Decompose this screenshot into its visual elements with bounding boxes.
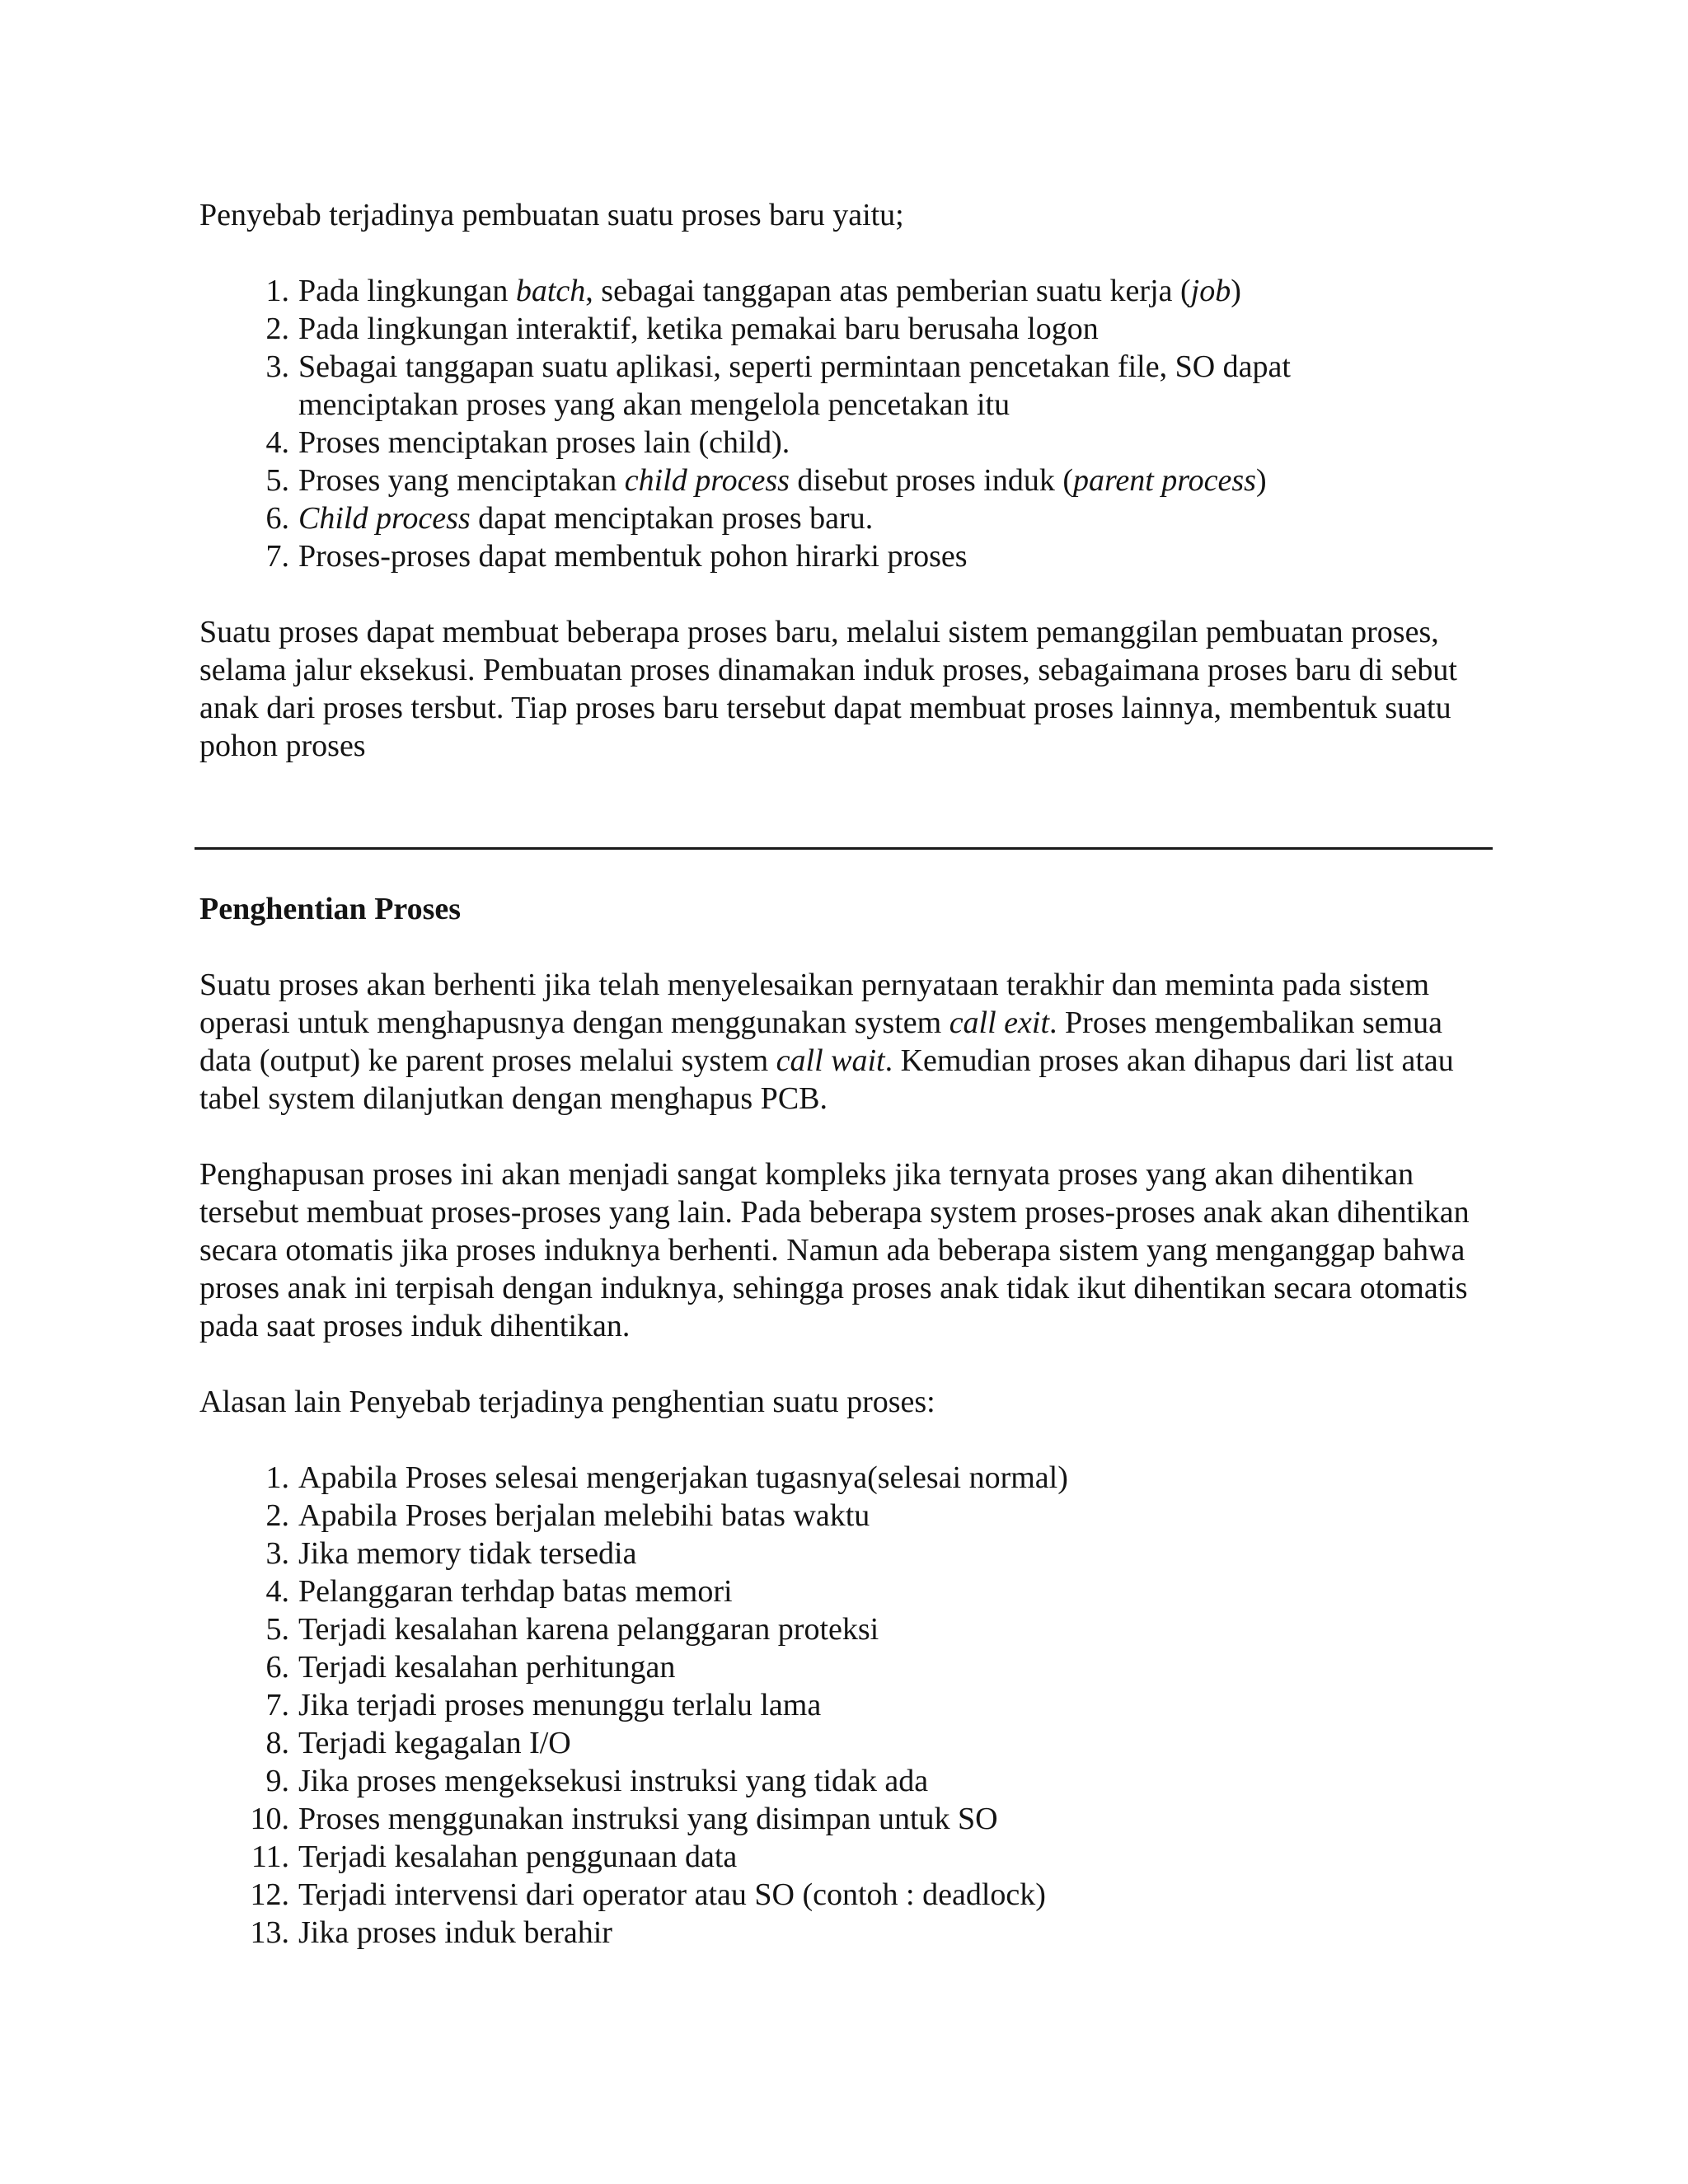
list-item: 1. Apabila Proses selesai mengerjakan tugasnya(selesai normal): [265, 1460, 1068, 1495]
section2-paragraph-1: Suatu proses akan berhenti jika telah menyelesaikan pernyataan terakhir dan meminta pada sistem operasi untuk menghapusnya dengan menggunakan system call exit. Proses mengembalikan semua data (output) ke parent proses melalui system call wait. Kemudian proses akan dihapus dari list atau tabel system dilanjutkan dengan menghapus PCB.: [199, 968, 1454, 1116]
list-item: 4. Pelanggaran terhdap batas memori: [265, 1574, 733, 1609]
document-page: [199, 196, 1493, 1952]
termination-causes-list: [199, 1459, 1493, 1952]
list-item: 3. Sebagai tanggapan suatu aplikasi, seperti permintaan pencetakan file, SO dapat menciptakan proses yang akan mengelola pencetakan itu: [265, 349, 1291, 422]
list-item: 7. Jika terjadi proses menunggu terlalu lama: [265, 1688, 822, 1722]
list-item: 1. Pada lingkungan batch, sebagai tanggapan atas pemberian suatu kerja (job): [265, 274, 1241, 308]
list-item: 3. Jika memory tidak tersedia: [265, 1536, 637, 1571]
horizontal-divider: [195, 847, 1493, 850]
list-item: 10. Proses menggunakan instruksi yang disimpan untuk SO: [250, 1802, 998, 1836]
list-item: 6. Child process dapat menciptakan proses baru.: [265, 501, 874, 536]
list-item: 5. Terjadi kesalahan karena pelanggaran proteksi: [265, 1612, 879, 1647]
list-item: 6. Terjadi kesalahan perhitungan: [265, 1650, 676, 1685]
list-item: 12. Terjadi intervensi dari operator atau SO (contoh : deadlock): [250, 1877, 1046, 1912]
creation-causes-list: [199, 272, 1493, 575]
list-item: 2. Apabila Proses berjalan melebihi batas waktu: [265, 1498, 870, 1533]
list-item: 4. Proses menciptakan proses lain (child).: [265, 425, 790, 460]
section2-paragraph-3: Alasan lain Penyebab terjadinya penghentian suatu proses:: [199, 1385, 935, 1419]
list-item: 2. Pada lingkungan interaktif, ketika pemakai baru berusaha logon: [265, 312, 1099, 346]
section-heading: Penghentian Proses: [199, 892, 462, 926]
section1-intro: Penyebab terjadinya pembuatan suatu proses baru yaitu;: [199, 198, 904, 232]
list-item: 8. Terjadi kegagalan I/O: [265, 1726, 571, 1760]
list-item: 13. Jika proses induk berahir: [250, 1915, 612, 1950]
list-item: 9. Jika proses mengeksekusi instruksi yang tidak ada: [265, 1764, 929, 1798]
list-item: 11. Terjadi kesalahan penggunaan data: [251, 1840, 738, 1874]
section2-paragraph-2: Penghapusan proses ini akan menjadi sangat kompleks jika ternyata proses yang akan dihentikan tersebut membuat proses-proses yang lain. Pada beberapa system proses-proses anak akan dihentikan secara otomatis jika proses induknya berhenti. Namun ada beberapa sistem yang menganggap bahwa proses anak ini terpisah dengan induknya, sehingga proses anak tidak ikut dihentikan secara otomatis pada saat proses induk dihentikan.: [199, 1157, 1470, 1343]
list-item: 7. Proses-proses dapat membentuk pohon hirarki proses: [265, 539, 968, 574]
list-item: 5. Proses yang menciptakan child process disebut proses induk (parent process): [265, 463, 1267, 498]
section1-paragraph: Suatu proses dapat membuat beberapa proses baru, melalui sistem pemanggilan pembuatan proses, selama jalur eksekusi. Pembuatan proses dinamakan induk proses, sebagaimana proses baru di sebut anak dari proses tersbut. Tiap proses baru tersebut dapat membuat proses lainnya, membentuk suatu pohon proses: [199, 615, 1457, 763]
